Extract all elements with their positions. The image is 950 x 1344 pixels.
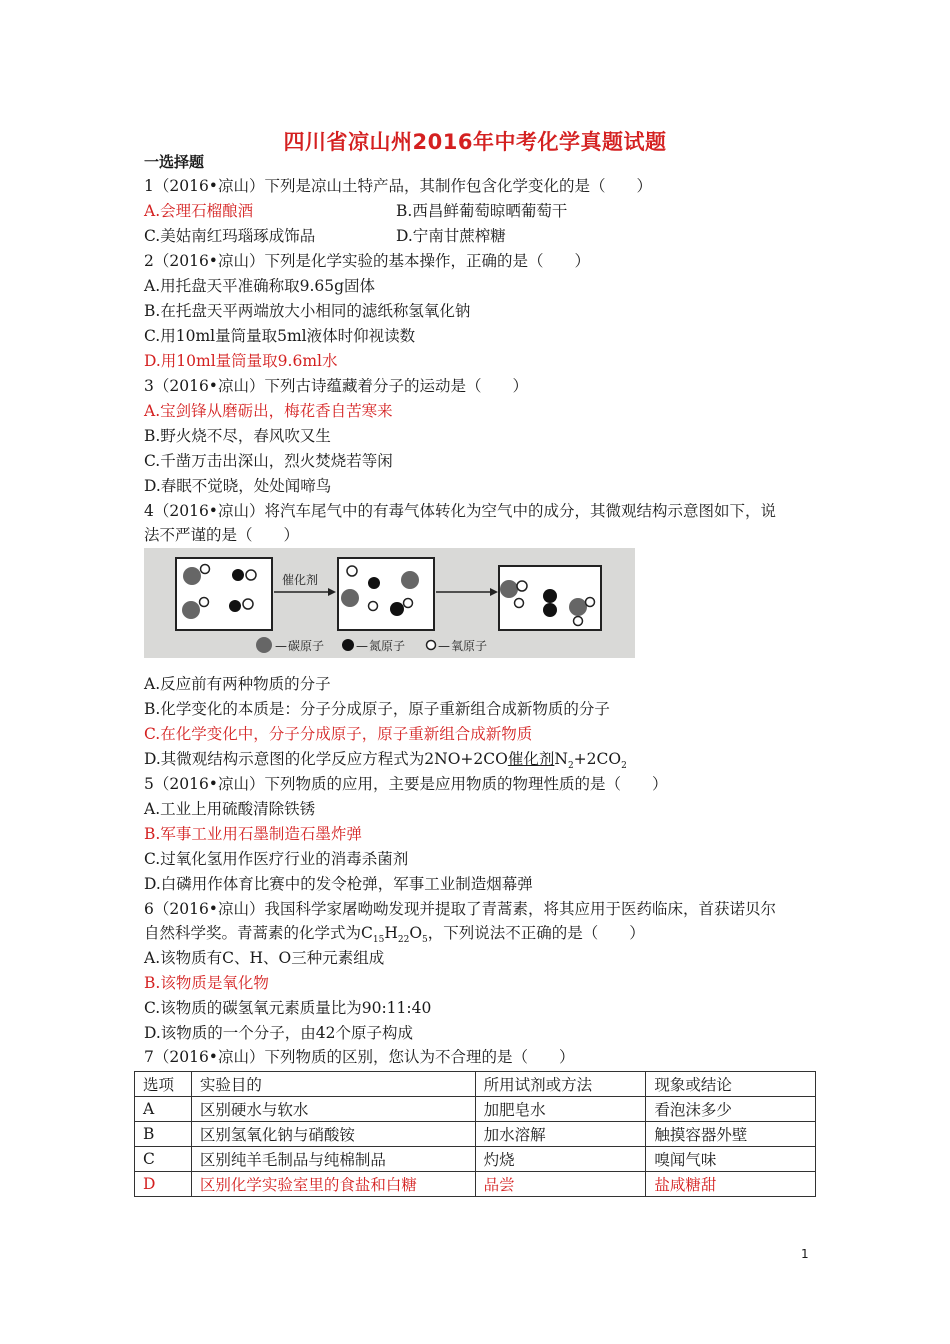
legend-carbon-icon (256, 637, 272, 653)
q2-option-d: D.用10ml量筒量取9.6ml水 (144, 352, 338, 370)
reaction-diagram (144, 548, 635, 658)
table-cell: 加水溶解 (475, 1122, 646, 1147)
reaction-arrow-head (328, 588, 336, 596)
legend-nitrogen-dash: — (356, 639, 368, 653)
oxygen-atom (517, 581, 527, 591)
legend-carbon-dash: — (275, 639, 287, 653)
oxygen-atom (574, 617, 583, 626)
q7-table (134, 1071, 816, 1197)
table-header-cell: 选项 (135, 1072, 192, 1097)
table-cell: 区别化学实验室里的食盐和白糖 (191, 1172, 475, 1197)
q4-option-d (144, 749, 627, 776)
catalyst-label: 催化剂 (282, 573, 319, 587)
q3-option-d: D.春眠不觉晓，处处闻啼鸟 (144, 477, 332, 495)
q4-option-a: A.反应前有两种物质的分子 (144, 675, 331, 693)
oxygen-atom (201, 565, 210, 574)
table-row-answer (135, 1172, 816, 1197)
nitrogen-atom (232, 569, 244, 581)
table-cell: A (135, 1097, 192, 1122)
legend-oxygen-dash: — (438, 639, 450, 653)
legend-nitrogen-label: 氮原子 (369, 639, 406, 653)
q4-product-co: +2CO (573, 750, 622, 768)
q1-option-a: A.会理石榴酿酒 (144, 202, 254, 220)
table-cell: 嗅闻气味 (646, 1147, 816, 1172)
q5-stem: 5（2016•凉山）下列物质的应用，主要是应用物质的物理性质的是（ ） (144, 775, 668, 793)
reaction-arrow-head (490, 588, 498, 596)
table-cell: 灼烧 (475, 1147, 646, 1172)
carbon-atom (341, 589, 359, 607)
table-cell: D (135, 1172, 192, 1197)
q6-option-b: B.该物质是氧化物 (144, 974, 269, 992)
oxygen-atom (246, 570, 256, 580)
q4-product-n: N (554, 750, 568, 768)
oxygen-atom (347, 566, 357, 576)
carbon-atom (500, 580, 518, 598)
q2-stem: 2（2016•凉山）下列是化学实验的基本操作，正确的是（ ） (144, 252, 590, 270)
q4-option-c: C.在化学变化中，分子分成原子，原子重新组合成新物质 (144, 725, 533, 743)
legend-oxygen-label: 氧原子 (451, 639, 488, 653)
nitrogen-atom (229, 600, 241, 612)
q2-option-a: A.用托盘天平准确称取9.65g固体 (144, 277, 376, 295)
carbon-atom (182, 601, 200, 619)
table-cell: 区别硬水与软水 (191, 1097, 475, 1122)
oxygen-atom (404, 599, 413, 608)
table-header-row (135, 1072, 816, 1097)
table-cell: C (135, 1147, 192, 1172)
q3-option-a: A.宝剑锋从磨砺出，梅花香自苦寒来 (144, 402, 393, 420)
q6-o: O (409, 924, 423, 942)
q2-option-b: B.在托盘天平两端放大小相同的滤纸称氢氧化钠 (144, 302, 471, 320)
q6-h: H (384, 924, 398, 942)
nitrogen-atom (543, 589, 557, 603)
reaction-diagram-svg (144, 548, 635, 658)
q5-option-a: A.工业上用硫酸清除铁锈 (144, 800, 316, 818)
q4-sub-1: 2 (567, 761, 574, 772)
q5-option-c: C.过氧化氢用作医疗行业的消毒杀菌剂 (144, 850, 409, 868)
q5-option-b: B.军事工业用石墨制造石墨炸弹 (144, 825, 362, 843)
q3-option-b: B.野火烧不尽，春风吹又生 (144, 427, 331, 445)
section-heading: 一选择题 (144, 153, 205, 171)
table-cell: 区别纯羊毛制品与纯棉制品 (191, 1147, 475, 1172)
q6-stem-tail: ，下列说法不正确的是（ ） (427, 924, 645, 942)
table-header-cell: 现象或结论 (646, 1072, 816, 1097)
q4-option-b: B.化学变化的本质是：分子分成原子，原子重新组合成新物质的分子 (144, 700, 610, 718)
oxygen-atom (200, 598, 209, 607)
table-cell: 品尝 (475, 1172, 646, 1197)
q6-option-a: A.该物质有C、H、O三种元素组成 (144, 949, 385, 967)
oxygen-atom (515, 599, 524, 608)
q3-stem: 3（2016•凉山）下列古诗蕴藏着分子的运动是（ ） (144, 377, 528, 395)
oxygen-atom (369, 602, 378, 611)
table-cell: 看泡沫多少 (646, 1097, 816, 1122)
nitrogen-atom (543, 603, 557, 617)
q1-option-b: B.西昌鲜葡萄晾晒葡萄干 (396, 202, 568, 220)
q4-sub-2: 2 (621, 761, 627, 772)
table-cell: 盐咸糖甜 (646, 1172, 816, 1197)
table-cell: 触摸容器外壁 (646, 1122, 816, 1147)
q4-option-d-text: D.其微观结构示意图的化学反应方程式为2NO+2CO (144, 750, 508, 768)
q1-stem: 1（2016•凉山）下列是凉山土特产品，其制作包含化学变化的是（ ） (144, 177, 652, 195)
page-title: 四川省凉山州2016年中考化学真题试题 (283, 130, 667, 154)
q2-option-c: C.用10ml量筒量取5ml液体时仰视读数 (144, 327, 416, 345)
q6-stem-line2 (144, 923, 645, 950)
q6-option-d: D.该物质的一个分子，由42个原子构成 (144, 1024, 414, 1042)
table-cell: B (135, 1122, 192, 1147)
nitrogen-atom (368, 577, 380, 589)
oxygen-atom (586, 598, 595, 607)
table-header-cell: 所用试剂或方法 (475, 1072, 646, 1097)
q4-stem-line2: 法不严谨的是（ ） (144, 526, 300, 544)
oxygen-atom (243, 599, 253, 609)
table-cell: 加肥皂水 (475, 1097, 646, 1122)
q6-sub-o: 5 (422, 935, 428, 946)
legend-nitrogen-icon (342, 639, 354, 651)
q6-sub-h: 22 (397, 935, 410, 946)
table-header-cell: 实验目的 (191, 1072, 475, 1097)
q1-option-d: D.宁南甘蔗榨糖 (396, 227, 506, 245)
legend-carbon-label: 碳原子 (288, 639, 325, 653)
q7-stem: 7（2016•凉山）下列物质的区别，您认为不合理的是（ ） (144, 1048, 575, 1066)
q6-sub-c: 15 (372, 935, 385, 946)
table-row (135, 1147, 816, 1172)
q4-catalyst-condition: 催化剂 (507, 750, 555, 768)
carbon-atom (401, 571, 419, 589)
carbon-atom (569, 598, 587, 616)
q5-option-d: D.白磷用作体育比赛中的发令枪弹，军事工业制造烟幕弹 (144, 875, 533, 893)
nitrogen-atom (390, 602, 404, 616)
carbon-atom (183, 567, 201, 585)
table-cell: 区别氢氧化钠与硝酸铵 (191, 1122, 475, 1147)
table-row (135, 1122, 816, 1147)
table-row (135, 1097, 816, 1122)
q4-stem-line1: 4（2016•凉山）将汽车尾气中的有毒气体转化为空气中的成分，其微观结构示意图如下，说 (144, 502, 776, 520)
q6-option-c: C.该物质的碳氢氧元素质量比为90:11:40 (144, 999, 432, 1017)
q1-option-c: C.美姑南红玛瑙琢成饰品 (144, 227, 316, 245)
q6-stem-text: 自然科学奖。青蒿素的化学式为C (144, 924, 373, 942)
legend-oxygen-icon (427, 641, 436, 650)
q6-stem-line1: 6（2016•凉山）我国科学家屠呦呦发现并提取了青蒿素，将其应用于医药临床，首获诺贝尔 (144, 900, 776, 918)
q3-option-c: C.千凿万击出深山，烈火焚烧若等闲 (144, 452, 393, 470)
page-number: 1 (801, 1247, 809, 1261)
